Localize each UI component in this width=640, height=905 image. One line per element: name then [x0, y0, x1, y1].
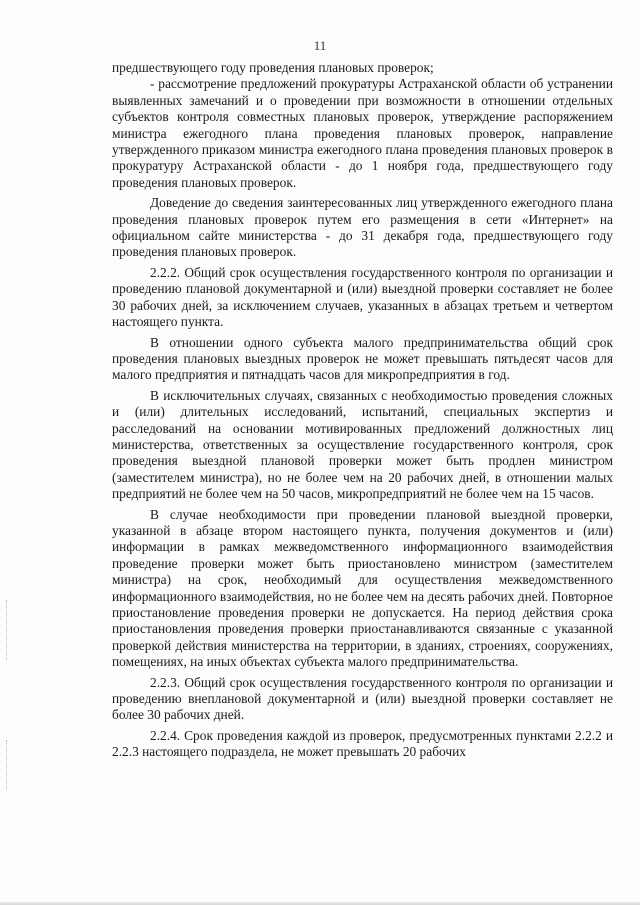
document-body	[112, 60, 613, 761]
paragraph-continuation: предшествующего году проведения плановых проверок;	[112, 60, 434, 75]
paragraph-suspension: В случае необходимости при проведении плановой выездной проверки, указанной в абзаце втором настоящего пункта, получения документов и (или) информации в рамках межведомственного информационного взаимодействия проведение проверки может быть приостановлено министром (заместителем министра) на срок, необходимый для осуществления межведомственного информационного взаимодействия, но не более чем на десять рабочих дней. Повторное приостановление проведения проверки не допускается. На период действия срока приостановления проведения проверки приостанавливаются связанные с указанной проверкой действия министерства на территории, в зданиях, строениях, сооружениях, помещениях, на иных объектах субъекта малого предпринимательства.	[112, 506, 613, 670]
scan-artifact	[6, 600, 8, 660]
paragraph-2-2-4: 2.2.4. Срок проведения каждой из проверок, предусмотренных пунктами 2.2.2 и 2.2.3 настоящего подраздела, не может превышать 20 рабочих	[112, 727, 613, 760]
paragraph-prosecutor-proposals: - рассмотрение предложений прокуратуры Астраханской области об устранении выявленных замечаний и о проведении при возможности в отношении отдельных субъектов контроля совместных плановых проверок, утверждение распоряжением министра ежегодного плана проведения плановых проверок, направление утвержденного приказом министра ежегодного плана проведения плановых проверок в прокуратуру Астраханской области - до 1 ноября года, предшествующего году проведения плановых проверок.	[112, 76, 613, 190]
paragraph-exceptional-cases: В исключительных случаях, связанных с необходимостью проведения сложных и (или) длительных исследований, испытаний, специальных экспертиз и расследований на основании мотивированных предложений должностных лиц министерства, ответственных за осуществление государственного контроля, срок проведения выездной плановой проверки может быть продлен министром (заместителем министра), но не более чем на 20 рабочих дней, в отношении малых предприятий не более чем на 50 часов, микропредприятий не более чем на 15 часов.	[112, 387, 613, 502]
paragraph-2-2-3: 2.2.3. Общий срок осуществления государственного контроля по организации и проведению внеплановой документарной и (или) выездной проверки составляет не более 30 рабочих дней.	[112, 674, 613, 723]
scan-artifact	[6, 740, 8, 790]
paragraph-small-business-limit: В отношении одного субъекта малого предпринимательства общий срок проведения плановых выездных проверок не может превышать пятьдесят часов для малого предприятия и пятнадцать часов для микропредприятия в год.	[112, 334, 613, 383]
paragraph-2-2-2: 2.2.2. Общий срок осуществления государственного контроля по организации и проведению плановой документарной и (или) выездной проверки составляет не более 30 рабочих дней, за исключением случаев, указанных в абзацах третьем и четвертом настоящего пункта.	[112, 264, 613, 330]
paragraph-plan-publication: Доведение до сведения заинтересованных лиц утвержденного ежегодного плана проведения плановых проверок путем его размещения в сети «Интернет» на официальном сайте министерства - до 31 декабря года, предшествующего году проведения плановых проверок.	[112, 195, 613, 260]
page-number: 11	[313, 38, 327, 53]
